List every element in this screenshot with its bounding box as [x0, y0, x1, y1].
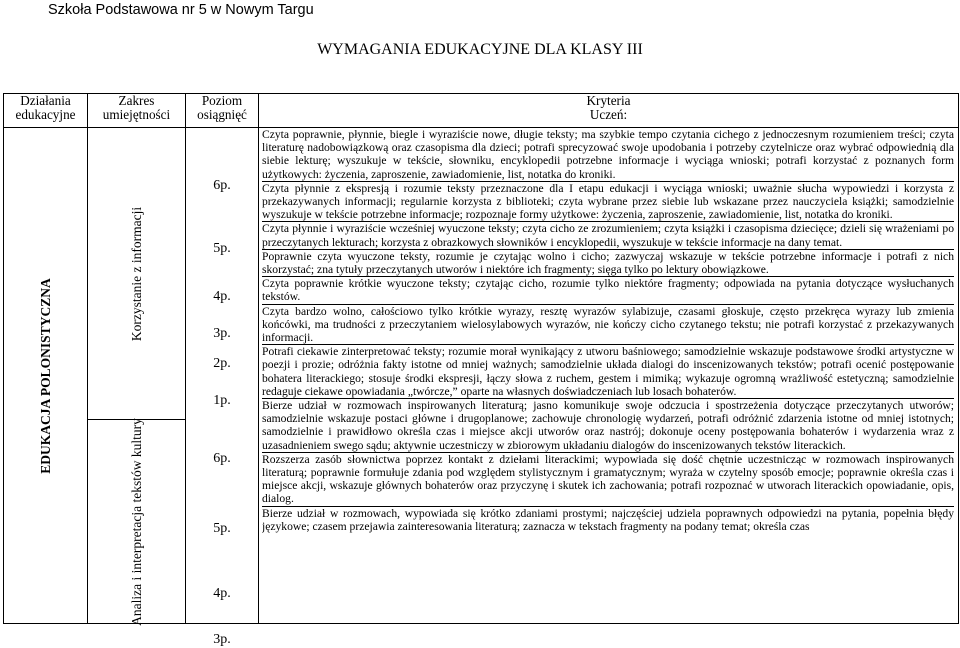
scope-label-analysis: Analiza i interpretacja tekstów kultury: [128, 417, 144, 626]
level-label: 3p.: [213, 326, 231, 341]
column-header-level: [186, 94, 259, 128]
level-label: 2p.: [213, 356, 231, 371]
column-header-actions-line1: Działania: [20, 93, 71, 108]
column-header-level-line1: Poziom: [201, 93, 243, 108]
scope-label-information: Korzystanie z informacji: [128, 206, 144, 341]
criteria-item: Poprawnie czyta wyuczone teksty, rozumie je czytając wolno i cicho; zazwyczaj wskazuje w tekście potrzebne informacje i potrafi z nich skorzystać; zna tytuły przeczytanych utworów i niektóre ich fragmenty; sięga tylko po lektury obowiązkowe.: [262, 249, 954, 277]
column-header-criteria-line2: Uczeń:: [589, 107, 628, 122]
level-label: 3p.: [213, 632, 231, 647]
level-cell: [186, 128, 259, 647]
criteria-item: Czyta płynnie i wyraziście wcześniej wyuczone teksty; czyta cicho ze zrozumieniem; czyta książki i czasopisma dziecięce; dzieli się wrażeniami po przeczytanych lekturach; korzysta z obrazkowych słowników i encyklopedii, wyszukuje w tekście informacje na dany temat.: [262, 222, 954, 249]
document-title: WYMAGANIA EDUKACYJNE DLA KLASY III: [317, 41, 643, 58]
criteria-cell: [259, 128, 959, 624]
column-header-scope-line1: Zakres: [118, 93, 155, 108]
scope-block-information: [88, 128, 185, 420]
criteria-item: Potrafi ciekawie zinterpretować teksty; rozumie morał wynikający z utworu baśniowego; samodzielnie wskazuje podstawowe środki artystyczne w poezji i prozie; odróżnia fakty istotne od mniej ważnych; samodzielnie układa dialogi do inscenizowanych tekstów; potrafi ocenić postępowanie bohatera literackiego; stosuje środki ekspresji, łączy słowa z ruchem, gestem i mimiką; wykazuje ogromną wrażliwość estetyczną; samodzielnie redaguje ciekawe opowiadania „twórcze,” oparte na własnych doświadczeniach lub losach bohaterów.: [262, 345, 954, 398]
column-header-level-line2: osiągnięć: [197, 107, 247, 122]
scope-cell: [88, 128, 186, 624]
criteria-item: Czyta poprawnie krótkie wyuczone teksty; czytając cicho, rozumie tylko niektóre fragmenty; odpowiada na pytania dotyczące wysłuchanych tekstów.: [262, 277, 954, 304]
area-label: EDUKACJA POLONISTYCZNA: [37, 277, 53, 474]
level-label: 4p.: [213, 289, 231, 304]
area-cell: [4, 128, 88, 624]
criteria-item: Czyta poprawnie, płynnie, biegle i wyraziście nowe, długie teksty; ma szybkie tempo czytania cichego z jednoczesnym rozumieniem treści; czyta literaturę nadobowiązkową oraz czasopisma dla dzieci; potrafi sprecyzować swoje upodobania i potrzeby czytelnicze oraz wybrać odpowiednią dla siebie lekturę; wyszukuje w tekście, słowniku, encyklopedii potrzebne informacje i wyciąga wnioski; potrafi korzystać z poznanych form użytkowych: życzenia, zaproszenie, zawiadomienie, list, notatka do kroniki.: [262, 128, 954, 181]
level-label: 6p.: [213, 451, 231, 466]
table-header-row: [4, 94, 959, 128]
school-name: Szkoła Podstawowa nr 5 w Nowym Targu: [48, 2, 314, 18]
table-body-row: [4, 128, 959, 624]
criteria-item: Rozszerza zasób słownictwa poprzez kontakt z dziełami literackimi; wypowiada się dość chętnie uczestnicząc w rozmowach inspirowanych literaturą; poprawnie formułuje zdania pod względem stylistycznym i gramatycznym; wyraża w czytelny sposób emocje; poprawnie określa czas i miejsce akcji, wskazuje głównych bohaterów oraz przyczynę i skutek ich zachowania; potrafi rozpoznać w utworach literackich opowiadanie, opis, dialog.: [262, 452, 954, 506]
column-header-actions-line2: edukacyjne: [15, 107, 76, 122]
column-header-scope: [88, 94, 186, 128]
criteria-list: [262, 128, 954, 623]
level-label: 4p.: [213, 586, 231, 601]
column-header-criteria: [259, 94, 959, 128]
column-header-criteria-line1: Kryteria: [586, 93, 631, 108]
level-label: 5p.: [213, 241, 231, 256]
criteria-item: Czyta płynnie z ekspresją i rozumie teksty przeznaczone dla I etapu edukacji i wyciąga wnioski; uważnie słucha wypowiedzi i korzysta z przekazywanych informacji; regularnie korzysta z biblioteki; czyta wybrane przez siebie lub wskazane przez nauczyciela książki; samodzielnie wyszukuje w tekście potrzebne informacje; rozpoznaje formy użytkowe: życzenia, zaproszenie, zawiadomienie, list, notatka do kroniki.: [262, 181, 954, 222]
scope-block-analysis: [88, 417, 185, 626]
level-label: 1p.: [213, 393, 231, 408]
level-label: 6p.: [213, 178, 231, 193]
requirements-table: [3, 93, 959, 647]
column-header-actions: [4, 94, 88, 128]
level-label: 5p.: [213, 521, 231, 536]
criteria-item: Czyta bardzo wolno, całościowo tylko krótkie wyrazy, resztę wyrazów sylabizuje, czasami głoskuje, często przekręca wyrazy lub zmienia końcówki, ma trudności z przeczytaniem wielosylabowych wyrazów, nie kończy cicho czytanego tekstu; nie potrafi korzystać z przekazywanych informacji.: [262, 304, 954, 345]
criteria-item: Bierze udział w rozmowach inspirowanych literaturą; jasno komunikuje swoje odczucia i spostrzeżenia dotyczące przeczytanych utworów; samodzielnie wskazuje postaci główne i drugoplanowe; zachowuje chronologię wydarzeń, potrafi odróżnić zdarzenia istotne od mniej istotnych; samodzielnie i prawidłowo określa czas i miejsce akcji utworów oraz nastrój; dokonuje oceny postępowania bohaterów i wydarzenia wraz z uzasadnieniem swego sądu; aktywnie uczestniczy w zbiorowym układaniu dialogów do inscenizowanych tekstów literackich.: [262, 399, 954, 452]
criteria-item: Bierze udział w rozmowach, wypowiada się krótko zdaniami prostymi; najczęściej udziela poprawnych odpowiedzi na pytania, popełnia błędy językowe; czasem przejawia zainteresowania literaturą; zaznacza w tekstach fragmenty na podany temat; określa czas: [262, 506, 954, 533]
column-header-scope-line2: umiejętności: [102, 107, 171, 122]
